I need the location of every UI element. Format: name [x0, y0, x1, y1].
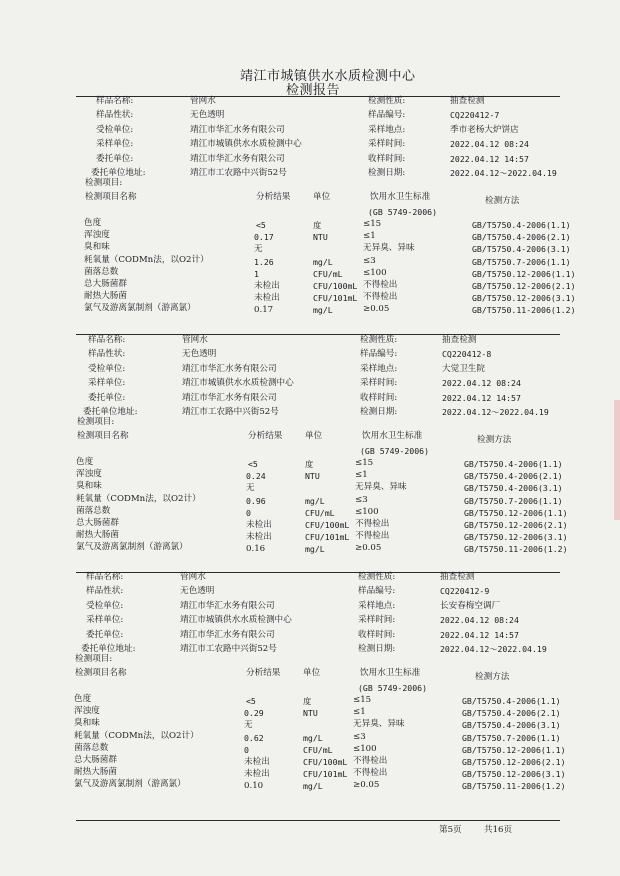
test-nature-label: 检测性质:	[358, 572, 396, 582]
row-item: 耗氧量（CODMn法，以O2计）	[84, 254, 209, 265]
sample-name-value: 管网水	[182, 335, 208, 345]
row-result: 1.26	[254, 256, 274, 267]
row-method: GB/T5750.12-2006(2.1)	[462, 757, 566, 767]
standard-ref: (GB 5749-2006)	[358, 683, 428, 693]
row-item: 色度	[84, 218, 102, 228]
row-standard: 不得检出	[363, 280, 398, 290]
row-standard: 不得检出	[353, 768, 388, 779]
row-method: GB/T5750.4-2006(3.1)	[462, 720, 561, 731]
row-item: 菌落总数	[84, 266, 119, 277]
row-standard: ≤3	[355, 494, 368, 505]
row-result: 未检出	[244, 757, 270, 767]
sample-time-label: 采样时间:	[368, 139, 406, 150]
row-result: 0.17	[254, 232, 274, 243]
row-unit: mg/L	[303, 732, 323, 743]
method-col-header: 检测方法	[475, 672, 510, 682]
row-unit: CFU/mL	[305, 507, 335, 518]
row-result: 0.16	[246, 544, 266, 555]
commissioner-value: 靖江市华汇水务有限公司	[190, 153, 285, 164]
footer-total: 共16页	[484, 825, 513, 835]
row-method: GB/T5750.4-2006(2.1)	[462, 708, 561, 719]
test-nature-label: 检测性质:	[360, 335, 398, 345]
row-standard: 不得检出	[355, 519, 390, 529]
row-result: 1	[254, 268, 259, 279]
project-col-header: 检测项目名称	[77, 431, 129, 441]
unit-col-header: 单位	[313, 192, 331, 202]
row-method: GB/T5750.4-2006(1.1)	[472, 220, 571, 230]
receive-time-label: 收样时间:	[360, 392, 398, 403]
standard-ref: (GB 5749-2006)	[360, 446, 430, 456]
row-item: 臭和味	[74, 718, 100, 729]
commissioner-addr-label: 委托单位地址:	[81, 644, 136, 654]
row-method: GB/T5750.12-2006(3.1)	[472, 293, 576, 304]
row-unit: 度	[305, 459, 314, 469]
test-date-label: 检测日期:	[358, 644, 396, 654]
test-date-label: 检测日期:	[368, 168, 406, 178]
row-item: 菌落总数	[76, 505, 111, 516]
sample-time-label: 采样时间:	[358, 615, 396, 626]
row-method: GB/T5750.12-2006(2.1)	[472, 281, 576, 291]
row-method: GB/T5750.12-2006(1.1)	[464, 507, 568, 518]
sampler-value: 靖江市城镇供水水质检测中心	[190, 139, 302, 150]
sample-nature-value: 无色透明	[182, 349, 217, 360]
method-col-header: 检测方法	[477, 435, 512, 445]
project-label: 检测项目:	[75, 653, 113, 664]
row-method: GB/T5750.4-2006(1.1)	[462, 696, 561, 706]
row-standard: ≥0.05	[363, 304, 390, 315]
sampler-label: 采样单位:	[86, 615, 124, 626]
site-value: 长安春梅空调厂	[440, 600, 501, 611]
test-date-value: 2022.04.12～2022.04.19	[440, 644, 547, 654]
row-method: GB/T5750.11-2006(1.2)	[472, 305, 576, 316]
sample-no-value: CQ220412-7	[450, 110, 500, 121]
sample-no-value: CQ220412-8	[442, 349, 492, 360]
row-unit: CFU/mL	[313, 268, 343, 279]
row-method: GB/T5750.4-2006(3.1)	[472, 244, 571, 255]
commissioner-label: 委托单位:	[96, 153, 134, 164]
commissioner-addr-value: 靖江市工农路中兴街52号	[190, 168, 287, 178]
row-unit: 度	[303, 696, 312, 706]
row-unit: mg/L	[305, 495, 325, 506]
test-nature-value: 抽查检测	[440, 572, 475, 582]
row-item: 总大肠菌群	[84, 279, 127, 289]
row-unit: CFU/mL	[303, 744, 333, 755]
sample-no-value: CQ220412-9	[440, 586, 490, 597]
row-method: GB/T5750.12-2006(2.1)	[464, 520, 568, 530]
row-item: 总大肠菌群	[76, 518, 119, 528]
row-method: GB/T5750.12-2006(3.1)	[462, 769, 566, 780]
row-unit: CFU/101mL	[303, 769, 348, 780]
row-result: <5	[246, 696, 256, 706]
row-standard: 无异臭、异味	[353, 719, 405, 730]
row-result: 无	[244, 720, 253, 731]
row-unit: CFU/100mL	[313, 281, 358, 291]
row-method: GB/T5750.7-2006(1.1)	[464, 495, 563, 506]
row-item: 氯气及游离氯制剂（游离氯）	[84, 303, 196, 314]
row-item: 耐热大肠菌	[74, 767, 117, 778]
row-unit: mg/L	[305, 544, 325, 555]
row-unit: 度	[313, 220, 322, 230]
result-col-header: 分析结果	[248, 431, 283, 441]
row-result: 未检出	[254, 281, 280, 291]
row-result: 0.24	[246, 471, 266, 482]
test-date-value: 2022.04.12～2022.04.19	[450, 168, 557, 178]
standard-ref: (GB 5749-2006)	[368, 207, 438, 217]
row-method: GB/T5750.12-2006(1.1)	[472, 268, 576, 279]
row-standard: ≤15	[355, 458, 374, 468]
sampler-value: 靖江市城镇供水水质检测中心	[182, 378, 294, 389]
row-result: 无	[246, 483, 255, 494]
site-label: 采样地点:	[368, 124, 406, 135]
test-date-value: 2022.04.12～2022.04.19	[442, 407, 549, 417]
sample-no-label: 样品编号:	[358, 586, 396, 597]
sample-time-value: 2022.04.12 08:24	[442, 378, 521, 389]
sample-name-value: 管网水	[180, 572, 206, 582]
row-standard: 不得检出	[353, 756, 388, 766]
sample-no-label: 样品编号:	[360, 349, 398, 360]
row-standard: ≤100	[353, 743, 377, 754]
sample-time-value: 2022.04.12 08:24	[440, 615, 519, 626]
row-standard: ≤1	[363, 231, 376, 242]
sampler-value: 靖江市城镇供水水质检测中心	[180, 615, 292, 626]
row-item: 耗氧量（CODMn法，以O2计）	[74, 730, 199, 741]
commissioner-addr-value: 靖江市工农路中兴街52号	[180, 644, 277, 654]
row-item: 菌落总数	[74, 742, 109, 753]
commissioner-label: 委托单位:	[88, 392, 126, 403]
row-unit: mg/L	[313, 256, 333, 267]
row-method: GB/T5750.4-2006(2.1)	[464, 471, 563, 482]
method-col-header: 检测方法	[485, 196, 520, 206]
row-method: GB/T5750.11-2006(1.2)	[464, 544, 568, 555]
receive-time-value: 2022.04.12 14:57	[440, 629, 519, 640]
sample-time-value: 2022.04.12 08:24	[450, 139, 529, 150]
row-standard: ≤1	[353, 707, 366, 718]
row-result: 0.96	[246, 495, 266, 506]
row-item: 浑浊度	[74, 706, 100, 717]
row-unit: CFU/101mL	[313, 293, 358, 304]
row-item: 浑浊度	[84, 230, 110, 241]
receive-time-value: 2022.04.12 14:57	[442, 392, 521, 403]
row-standard: ≤15	[353, 695, 372, 705]
row-unit: NTU	[305, 471, 320, 482]
receive-time-label: 收样时间:	[358, 629, 396, 640]
row-item: 氯气及游离氯制剂（游离氯）	[74, 779, 186, 790]
result-col-header: 分析结果	[246, 668, 281, 678]
row-result: <5	[256, 220, 266, 230]
row-standard: ≤15	[363, 219, 382, 229]
receive-time-label: 收样时间:	[368, 153, 406, 164]
sample-time-label: 采样时间:	[360, 378, 398, 389]
row-result: 无	[254, 244, 263, 255]
row-unit: CFU/100mL	[305, 520, 350, 530]
sampler-label: 采样单位:	[96, 139, 134, 150]
row-result: <5	[248, 459, 258, 469]
project-label: 检测项目:	[77, 416, 115, 427]
row-unit: mg/L	[303, 781, 323, 792]
row-result: 未检出	[246, 532, 272, 543]
footer-page: 第5页	[439, 825, 462, 835]
sample-name-label: 样品名称:	[88, 335, 126, 345]
commissioner-label: 委托单位:	[86, 629, 124, 640]
sample-nature-value: 无色透明	[180, 586, 215, 597]
commissioner-value: 靖江市华汇水务有限公司	[182, 392, 277, 403]
client-value: 靖江市华汇水务有限公司	[190, 124, 285, 135]
footer-divider	[76, 820, 560, 821]
test-nature-label: 检测性质:	[368, 96, 406, 106]
unit-col-header: 单位	[305, 431, 323, 441]
standard-col-header: 饮用水卫生标准	[362, 431, 423, 441]
standard-col-header: 饮用水卫生标准	[360, 668, 421, 678]
row-item: 耐热大肠菌	[84, 291, 127, 302]
project-col-header: 检测项目名称	[75, 668, 127, 678]
row-item: 总大肠菌群	[74, 755, 117, 765]
project-label: 检测项目:	[85, 177, 123, 188]
row-method: GB/T5750.12-2006(1.1)	[462, 744, 566, 755]
row-method: GB/T5750.7-2006(1.1)	[462, 732, 561, 743]
row-standard: ≤3	[363, 255, 376, 266]
sample-name-label: 样品名称:	[86, 572, 124, 582]
row-result: 0.17	[254, 305, 274, 316]
commissioner-addr-label: 委托单位地址:	[91, 168, 146, 178]
row-result: 未检出	[244, 769, 270, 780]
row-standard: ≤100	[363, 267, 387, 278]
row-standard: ≤3	[353, 731, 366, 742]
client-value: 靖江市华汇水务有限公司	[180, 600, 275, 611]
row-item: 臭和味	[84, 242, 110, 253]
row-unit: mg/L	[313, 305, 333, 316]
sampler-label: 采样单位:	[88, 378, 126, 389]
result-col-header: 分析结果	[256, 192, 291, 202]
row-item: 臭和味	[76, 481, 102, 492]
row-standard: 无异臭、异味	[363, 243, 415, 254]
block-2-divider	[76, 334, 560, 335]
receive-time-value: 2022.04.12 14:57	[450, 153, 529, 164]
row-unit: NTU	[303, 708, 318, 719]
row-item: 色度	[76, 457, 94, 467]
row-method: GB/T5750.4-2006(1.1)	[464, 459, 563, 469]
site-label: 采样地点:	[358, 600, 396, 611]
row-unit: CFU/100mL	[303, 757, 348, 767]
commissioner-addr-value: 靖江市工农路中兴街52号	[182, 407, 279, 417]
sample-no-label: 样品编号:	[368, 110, 406, 121]
commissioner-value: 靖江市华汇水务有限公司	[180, 629, 275, 640]
test-nature-value: 抽查检测	[450, 96, 485, 106]
row-result: 未检出	[246, 520, 272, 530]
row-standard: ≤1	[355, 470, 368, 481]
sample-nature-label: 样品性状:	[96, 110, 134, 121]
site-value: 大觉卫生院	[442, 363, 485, 374]
block-3-divider	[76, 572, 560, 573]
unit-col-header: 单位	[303, 668, 321, 678]
client-label: 受检单位:	[86, 600, 124, 611]
client-value: 靖江市华汇水务有限公司	[182, 363, 277, 374]
test-nature-value: 抽查检测	[442, 335, 477, 345]
report-title: 靖江市城镇供水水质检测中心	[240, 69, 416, 84]
row-result: 0.10	[244, 781, 264, 792]
seal-edge	[614, 400, 620, 520]
row-method: GB/T5750.7-2006(1.1)	[472, 256, 571, 267]
sample-name-value: 管网水	[190, 96, 216, 106]
sample-nature-label: 样品性状:	[86, 586, 124, 597]
report-subtitle: 检测报告	[286, 83, 341, 98]
row-standard: 无异臭、异味	[355, 482, 407, 493]
row-standard: ≥0.05	[353, 780, 380, 791]
row-result: 0.29	[244, 708, 264, 719]
row-item: 氯气及游离氯制剂（游离氯）	[76, 542, 188, 553]
commissioner-addr-label: 委托单位地址:	[83, 407, 138, 417]
row-result: 未检出	[254, 293, 280, 304]
row-item: 耗氧量（CODMn法，以O2计）	[76, 493, 201, 504]
row-result: 0.62	[244, 732, 264, 743]
row-standard: ≤100	[355, 506, 379, 517]
row-item: 耐热大肠菌	[76, 530, 119, 541]
client-label: 受检单位:	[88, 363, 126, 374]
site-value: 季市老杨大炉饼店	[450, 124, 519, 135]
row-result: 0	[246, 507, 251, 518]
row-standard: 不得检出	[363, 292, 398, 303]
row-standard: ≥0.05	[355, 543, 382, 554]
sample-nature-value: 无色透明	[190, 110, 225, 121]
row-unit: NTU	[313, 232, 328, 243]
row-item: 色度	[74, 694, 92, 704]
row-method: GB/T5750.4-2006(2.1)	[472, 232, 571, 243]
row-unit: CFU/101mL	[305, 532, 350, 543]
row-method: GB/T5750.12-2006(3.1)	[464, 532, 568, 543]
row-method: GB/T5750.11-2006(1.2)	[462, 781, 566, 792]
row-item: 浑浊度	[76, 469, 102, 480]
block-1-divider	[76, 96, 560, 97]
sample-nature-label: 样品性状:	[88, 349, 126, 360]
sample-name-label: 样品名称:	[96, 96, 134, 106]
project-col-header: 检测项目名称	[85, 192, 137, 202]
test-date-label: 检测日期:	[360, 407, 398, 417]
standard-col-header: 饮用水卫生标准	[370, 192, 431, 202]
row-result: 0	[244, 744, 249, 755]
client-label: 受检单位:	[96, 124, 134, 135]
site-label: 采样地点:	[360, 363, 398, 374]
row-method: GB/T5750.4-2006(3.1)	[464, 483, 563, 494]
row-standard: 不得检出	[355, 531, 390, 542]
